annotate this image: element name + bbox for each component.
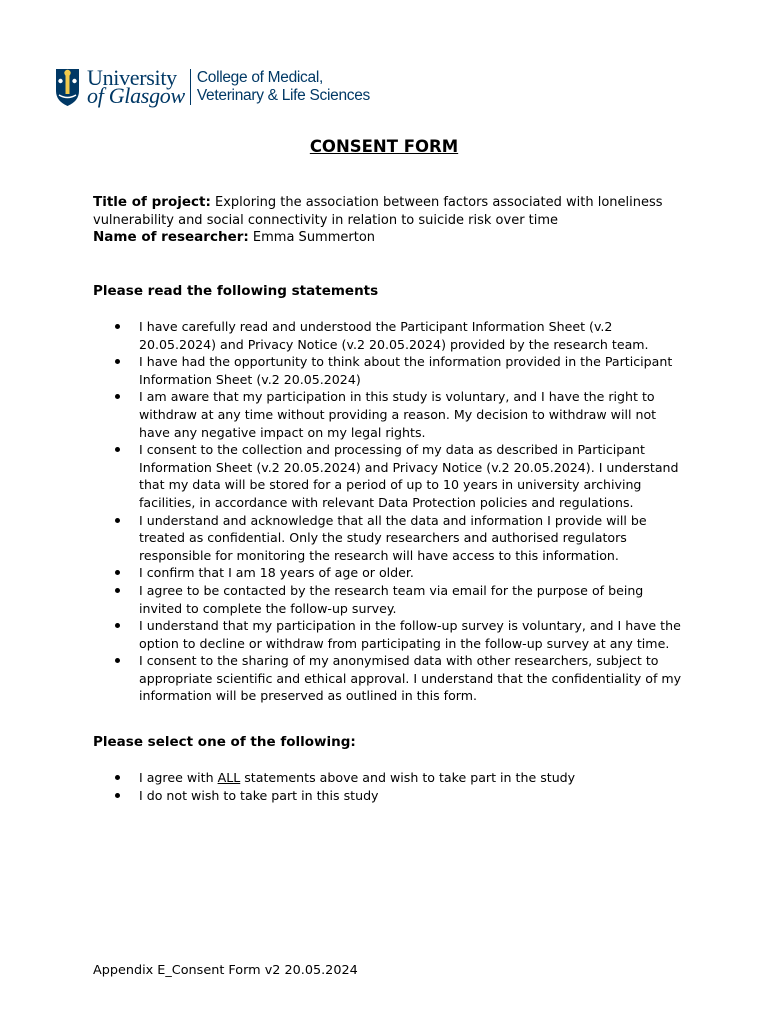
university-line1: University — [87, 65, 177, 90]
statement-item: I agree to be contacted by the research team via email for the purpose of being invited to complete the follow-up survey. — [93, 582, 683, 617]
project-title-value: Exploring the association between factors associated with loneliness — [215, 195, 663, 210]
statement-item: I consent to the collection and processing of my data as described in Participant Information Sheet (v.2 20.05.2024) and Privacy Notice (v.2 20.05.2024). I understand that my data will be stored for a period of up to 10 years in university archiving facilities, in accordance with relevant Data Protection policies and regulations. — [93, 441, 683, 511]
researcher-label: Name of researcher: — [93, 229, 249, 245]
statements-list — [93, 318, 683, 705]
university-crest-icon — [54, 67, 81, 107]
statement-item: I consent to the sharing of my anonymised data with other researchers, subject to appropriate scientific and ethical approval. I understand that the confidentiality of my information will be preserved as outlined in this form. — [93, 652, 683, 705]
selection-heading: Please select one of the following: — [93, 734, 356, 750]
option-agree-pre: I agree with — [139, 770, 214, 785]
college-line2: Veterinary & Life Sciences — [196, 87, 370, 104]
logo-divider — [190, 69, 191, 105]
statement-item: I have had the opportunity to think about the information provided in the Participant Information Sheet (v.2 20.05.2024) — [93, 353, 683, 388]
page-footer: Appendix E_Consent Form v2 20.05.2024 — [93, 963, 358, 978]
project-title-value-cont: vulnerability and social connectivity in relation to suicide risk over time — [93, 212, 559, 228]
university-name — [87, 65, 185, 108]
project-details — [93, 194, 674, 247]
statement-item: I understand and acknowledge that all the data and information I provide will be treated as confidential. Only the study researchers and authorised regulators responsible for monitoring the research will have access to this information. — [93, 512, 683, 565]
option-decline[interactable]: I do not wish to take part in this study — [93, 787, 683, 805]
option-agree-emph: ALL — [217, 770, 241, 785]
option-agree-post: statements above and wish to take part in the study — [244, 770, 576, 785]
project-title-row — [93, 194, 674, 229]
statement-item: I understand that my participation in the follow-up survey is voluntary, and I have the option to decline or withdraw from participating in the follow-up survey at any time. — [93, 617, 683, 652]
researcher-row — [93, 229, 674, 247]
statement-item: I am aware that my participation in this study is voluntary, and I have the right to withdraw at any time without providing a reason. My decision to withdraw will not have any negative impact on my legal rights. — [93, 388, 683, 441]
statement-item: I confirm that I am 18 years of age or older. — [93, 564, 683, 582]
option-agree[interactable] — [93, 769, 683, 787]
statements-heading: Please read the following statements — [93, 283, 379, 299]
university-logo — [54, 66, 370, 108]
university-line2: of Glasgow — [87, 83, 185, 108]
statement-item: I have carefully read and understood the Participant Information Sheet (v.2 20.05.2024) and Privacy Notice (v.2 20.05.2024) provided by the research team. — [93, 318, 683, 353]
college-line1: College of Medical, — [196, 69, 323, 86]
project-title-label: Title of project: — [93, 194, 211, 210]
researcher-value: Emma Summerton — [252, 230, 376, 245]
selection-list — [93, 769, 683, 804]
college-name — [197, 69, 370, 105]
page-title: CONSENT FORM — [309, 137, 459, 156]
